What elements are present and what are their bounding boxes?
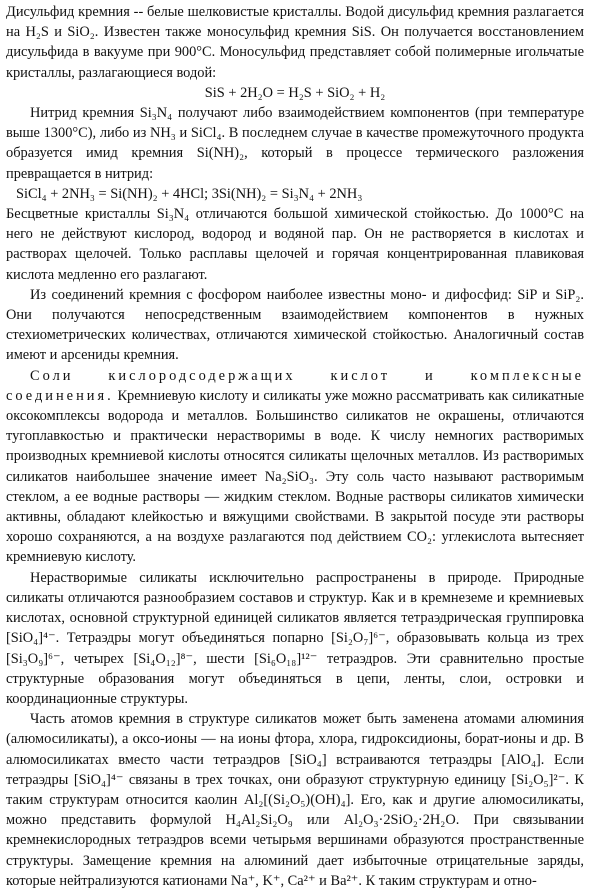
equation-nitride-synthesis: SiCl₄ + 2NH₃ = Si(NH)₂ + 4HCl; 3Si(NH)₂ = Si₃N₄ + 2NH₃ [16, 185, 363, 202]
paragraph-nitride-properties: Бесцветные кристаллы Si₃N₄ отличаются большой химической стойкостью. До 1000°С на него не действуют кислород, водород и водяной пар. Он не растворяется в кислотах и растворах щелочей. Только расплавы щелочей и горячая концентрированная плавиковая кислота медленно его разлагают. [6, 206, 584, 283]
paragraph-phosphides: Из соединений кремния с фосфором наиболее известны моно- и дифосфид: SiP и SiP₂. Они получаются непосредственным взаимодействием компонентов в нужных стехиометрических количествах, отличаются химической стойкостью. Аналогичный состав имеют и арсениды кремния. [6, 286, 584, 364]
paragraph-aluminosilicates: Часть атомов кремния в структуре силикатов может быть заменена атомами алюминия (алюмосиликаты), а оксо-ионы — на ионы фтора, хлора, гидроксидионы, борат-ионы и др. В алюмосиликатах вместо части тетраэдров [SiO₄] встраиваются тетраэдры [AlO₄]. Если тетраэдры [SiO₄]⁴⁻ связаны в трех точках, они образуют структурную единицу [Si₂O₅]²⁻. К таким структурам относится каолин Al₂[(Si₂O₅)(OH)₄]. Его, как и другие алюмосиликаты, можно представить формулой H₄Al₂Si₂O₉ или Al₂O₃·2SiO₂·2H₂O. При связывании кремнекислородных тетраэдров всеми четырьмя вершинами образуются пространственные структуры. Замещение кремния на алюминий дает избыточные отрицательные заряды, которые нейтрализуются катионами Na⁺, K⁺, Ca²⁺ и Ba²⁺. К таким структурам и отно- [6, 711, 584, 889]
paragraph-insoluble-silicates: Нерастворимые силикаты исключительно распространены в природе. Природные силикаты отличаются разнообразием составов и структур. Как и в кремнеземе и кремниевых кислотах, основной структурной единицей силикатов является тетраэдрическая группировка [SiO₄]⁴⁻. Тетраэдры могут объединяться попарно [Si₂O₇]⁶⁻, образовывать кольца из трех [Si₃O₉]⁶⁻, четырех [Si₄O₁₂]⁸⁻, шести [Si₆O₁₈]¹²⁻ тетраэдров. Эти сравнительно простые структурные образования могут объединяться в цепи, ленты, слои, островки и координационные структуры. [6, 569, 584, 707]
paragraph-silicon-nitride: Нитрид кремния Si₃N₄ получают либо взаимодействием компонентов (при температуре выше 1300°С), либо из NH₃ и SiCl₄. В последнем случае в качестве промежуточного продукта образуется имид кремния Si(NH)₂, который в процессе термического разложения превращается в нитрид: [6, 105, 584, 182]
section-heading-salts: Соли кислородсодержащих кислот и комплексные соединения. [6, 367, 584, 404]
paragraph-salts-body: Кремниевую кислоту и силикаты уже можно рассматривать как силикатные оксокомплексы водорода и металлов. Большинство силикатов не окрашены, отличаются тугоплавкостью и практически нерастворимы в воде. К числу немногих растворимых производных кремниевой кислоты относятся силикаты щелочных металлов. Из растворимых силикатов наибольшее значение имеет Na₂SiO₃. Эту соль часто называют растворимым стеклом, а ее водные растворы — жидким стеклом. Водные растворы силикатов химически активны, обладают клейкостью и вяжущими свойствами. В закрытой посуде эти растворы хорошо сохраняются, а на воздухе разлагаются под действием CO₂: углекислота вытесняет кремниевую кислоту. [6, 387, 584, 566]
paragraph-salts-silicates [6, 366, 584, 568]
equation-sis-hydrolysis: SiS + 2H₂O = H₂S + SiO₂ + H₂ [204, 84, 386, 101]
paragraph-silicon-disulfide: Дисульфид кремния -- белые шелковистые кристаллы. Водой дисульфид кремния разлагается на H₂S и SiO₂. Известен также моносульфид кремния SiS. Он получается восстановлением дисульфида в вакууме при 900°С. Моносульфид представляет собой полимерные игольчатые кристаллы, разлагающиеся водой: [6, 4, 584, 81]
